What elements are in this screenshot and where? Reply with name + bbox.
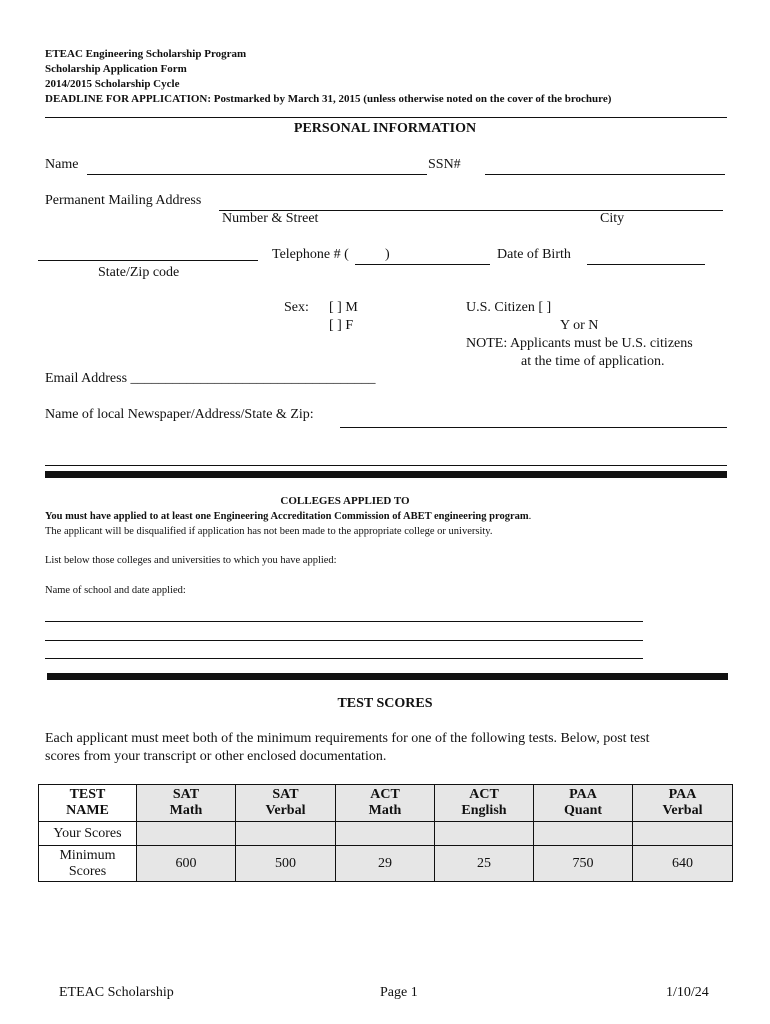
- tests-intro-1: Each applicant must meet both of the minimum requirements for one of the following tests. Below, post test: [45, 731, 650, 746]
- citizen-field[interactable]: U.S. Citizen [ ]: [466, 300, 552, 315]
- col-sat-verbal-line2: Verbal: [265, 803, 306, 818]
- col-sat-math-line1: SAT: [172, 787, 200, 802]
- col-paa-quant: [534, 785, 633, 822]
- minimum-scores-row: [39, 846, 733, 882]
- section-rule-thin: [45, 465, 727, 466]
- state-zip-field[interactable]: [38, 260, 258, 261]
- col-act-math: [336, 785, 435, 822]
- col-sat-verbal-line1: SAT: [272, 787, 299, 802]
- footer-date: 1/10/24: [666, 985, 709, 1000]
- footer-left: ETEAC Scholarship: [59, 985, 174, 1000]
- school-line-3[interactable]: [45, 658, 643, 659]
- col-act-math-line1: ACT: [370, 787, 400, 802]
- city-caption: City: [600, 211, 625, 226]
- telephone-paren: ): [385, 247, 390, 262]
- minimum-label-line1: Minimum: [59, 847, 116, 863]
- minimum-act-english: 25: [435, 846, 534, 882]
- colleges-requirement: [45, 511, 531, 522]
- col-sat-math: [137, 785, 236, 822]
- minimum-scores-label: [39, 846, 137, 882]
- col-act-english-line1: ACT: [469, 787, 499, 802]
- email-field[interactable]: Email Address ___________________________________: [45, 371, 376, 386]
- minimum-label-line2: Scores: [68, 863, 107, 879]
- name-field[interactable]: [87, 174, 427, 175]
- your-score-act-math[interactable]: [336, 822, 435, 846]
- school-line-2[interactable]: [45, 640, 643, 641]
- header-deadline: DEADLINE FOR APPLICATION: Postmarked by March 31, 2015 (unless otherwise noted on the cover of the brochure): [45, 93, 612, 105]
- school-line-1[interactable]: [45, 621, 643, 622]
- header-cycle: 2014/2015 Scholarship Cycle: [45, 78, 180, 90]
- sex-f-checkbox[interactable]: [ ] F: [329, 318, 354, 333]
- col-act-math-line2: Math: [368, 803, 402, 818]
- header-rule: [45, 117, 727, 118]
- name-label: Name: [45, 157, 79, 172]
- address-label: Permanent Mailing Address: [45, 193, 202, 208]
- col-sat-verbal: [236, 785, 336, 822]
- col-test-name-line1: TEST: [69, 787, 106, 802]
- tests-title: TEST SCORES: [337, 696, 433, 711]
- colleges-disqualify: The applicant will be disqualified if application has not been made to the appropriate college or university.: [45, 526, 493, 537]
- test-scores-table: [38, 784, 733, 882]
- colleges-requirement-period: .: [528, 511, 532, 522]
- minimum-paa-quant: 750: [534, 846, 633, 882]
- header-form: Scholarship Application Form: [45, 63, 187, 75]
- school-label: Name of school and date applied:: [45, 585, 186, 596]
- section-rule-thick: [45, 471, 727, 478]
- col-paa-verbal-line2: Verbal: [662, 803, 703, 818]
- telephone-label: Telephone # (: [272, 247, 349, 262]
- your-score-sat-verbal[interactable]: [236, 822, 336, 846]
- col-paa-quant-line2: Quant: [563, 803, 603, 818]
- col-sat-math-line2: Math: [169, 803, 203, 818]
- colleges-title: COLLEGES APPLIED TO: [280, 495, 410, 507]
- sex-label: Sex:: [284, 300, 309, 315]
- col-act-english: [435, 785, 534, 822]
- col-test-name-line2: NAME: [66, 803, 109, 818]
- your-score-act-english[interactable]: [435, 822, 534, 846]
- ssn-label: SSN#: [428, 157, 461, 172]
- ssn-field[interactable]: [485, 174, 725, 175]
- col-paa-verbal-line1: PAA: [668, 787, 697, 802]
- citizen-note-2: at the time of application.: [521, 354, 665, 369]
- minimum-paa-verbal: 640: [633, 846, 733, 882]
- footer-page: Page 1: [380, 985, 418, 1000]
- your-scores-row: [39, 822, 733, 846]
- newspaper-label: Name of local Newspaper/Address/State & Zip:: [45, 407, 314, 422]
- citizen-note: NOTE: Applicants must be U.S. citizens: [466, 336, 693, 351]
- dob-field[interactable]: [587, 264, 705, 265]
- colleges-list-below: List below those colleges and universities to which you have applied:: [45, 555, 337, 566]
- street-caption: Number & Street: [222, 211, 319, 226]
- col-paa-quant-line1: PAA: [569, 787, 597, 802]
- your-scores-label: Your Scores: [39, 822, 137, 846]
- col-act-english-line2: English: [461, 803, 507, 818]
- minimum-sat-math: 600: [137, 846, 236, 882]
- dob-label: Date of Birth: [497, 247, 571, 262]
- telephone-field[interactable]: [355, 264, 490, 265]
- tests-intro-2: scores from your transcript or other enclosed documentation.: [45, 749, 387, 764]
- citizen-yn: Y or N: [560, 318, 599, 333]
- your-score-sat-math[interactable]: [137, 822, 236, 846]
- newspaper-field[interactable]: [340, 427, 727, 428]
- your-score-paa-verbal[interactable]: [633, 822, 733, 846]
- table-header-row: [39, 785, 733, 822]
- header-program: ETEAC Engineering Scholarship Program: [45, 48, 247, 60]
- personal-info-title: PERSONAL INFORMATION: [293, 121, 477, 136]
- col-test-name: [39, 785, 137, 822]
- sex-m-checkbox[interactable]: [ ] M: [329, 300, 358, 315]
- state-zip-caption: State/Zip code: [98, 265, 180, 280]
- colleges-requirement-text: You must have applied to at least one Engineering Accreditation Commission of ABET engineering program: [45, 511, 529, 522]
- your-score-paa-quant[interactable]: [534, 822, 633, 846]
- minimum-act-math: 29: [336, 846, 435, 882]
- minimum-sat-verbal: 500: [236, 846, 336, 882]
- tests-rule-thick: [47, 673, 728, 680]
- col-paa-verbal: [633, 785, 733, 822]
